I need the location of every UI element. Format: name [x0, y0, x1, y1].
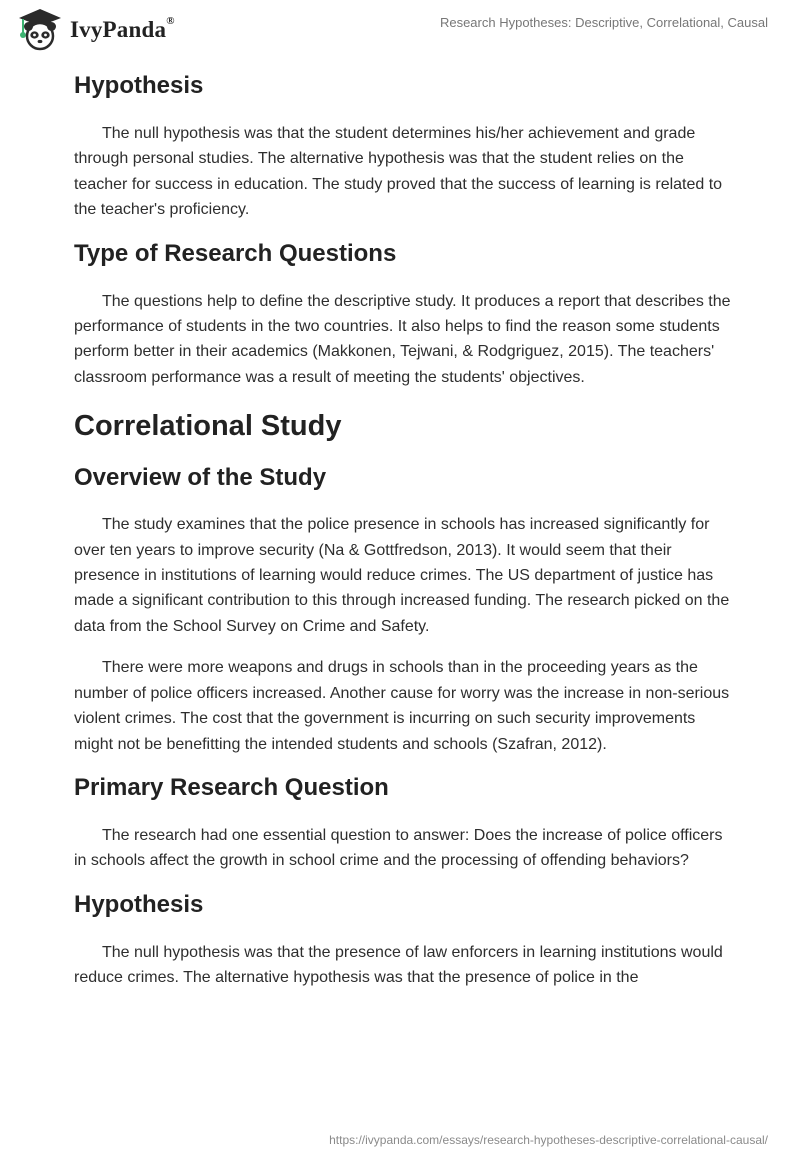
paragraph: The null hypothesis was that the presence of law enforcers in learning institutions would reduce crimes. The alternative hypothesis was that the presence of police in the: [74, 943, 723, 987]
brand-name: IvyPanda®: [70, 15, 175, 42]
panda-logo-icon: [16, 7, 64, 51]
page-header: [0, 0, 800, 68]
section-heading-primary-question: Primary Research Question: [74, 773, 389, 801]
source-url[interactable]: https://ivypanda.com/essays/research-hypotheses-descriptive-correlational-causal/: [329, 1133, 768, 1147]
section-heading-research-questions: Type of Research Questions: [74, 239, 397, 267]
section-heading-hypothesis: Hypothesis: [74, 72, 204, 99]
section-heading-hypothesis-2: Hypothesis: [74, 890, 204, 918]
paragraph: The research had one essential question to answer: Does the increase of police officers in schools affect the growth in school crime and the processing of offending behaviors?: [74, 826, 723, 870]
section-heading-overview: Overview of the Study: [74, 464, 327, 492]
paragraph: The questions help to define the descriptive study. It produces a report that describes the performance of students in the two countries. It also helps to find the reason some students perform better in their academics (Makkonen, Tejwani, & Rodgriguez, 2015). The teachers' classroom performance was a result of meeting the students' objectives.: [74, 292, 731, 386]
paragraph: There were more weapons and drugs in schools than in the proceeding years as the number of police officers increased. Another cause for worry was the increase in non-serious violent crimes. The cost that the government is incurring on such security improvements might not be benefitting the intended students and schools (Szafran, 2012).: [74, 659, 730, 753]
essay-body: [74, 72, 734, 991]
paragraph: The null hypothesis was that the student determines his/her achievement and grade through personal studies. The alternative hypothesis was that the student relies on the teacher for success in education. The study proved that the success of learning is related to the teacher's proficiency.: [74, 125, 723, 219]
paragraph: The study examines that the police presence in schools has increased significantly for over ten years to improve security (Na & Gottfredson, 2013). It would seem that their presence in institutions of learning would reduce crimes. The US department of justice has made a significant contribution to this through increased funding. The research picked on the data from the School Survey on Crime and Safety.: [74, 516, 730, 635]
main-heading-correlational-study: Correlational Study: [74, 410, 342, 443]
brand-logo[interactable]: [16, 7, 175, 51]
document-title: Research Hypotheses: Descriptive, Correlational, Causal: [439, 15, 768, 30]
